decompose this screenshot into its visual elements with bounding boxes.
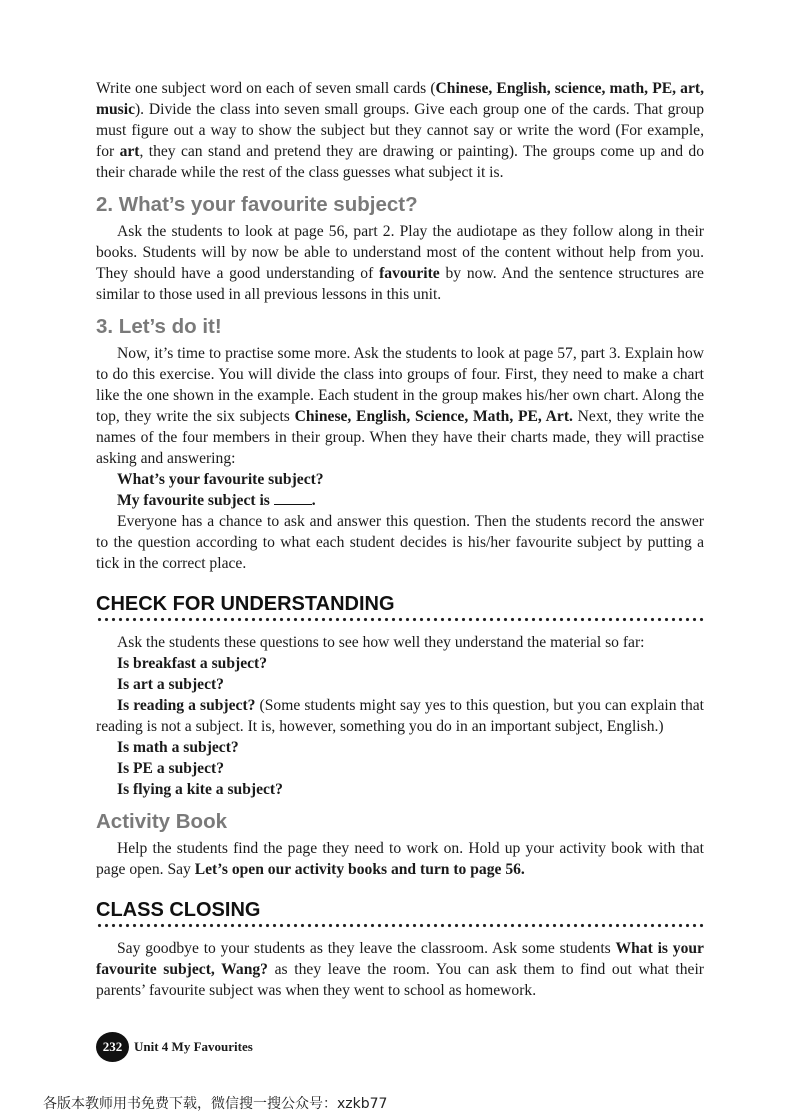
- section-3-heading: 3. Let’s do it!: [96, 315, 222, 338]
- check-question: Is PE a subject?: [117, 760, 224, 777]
- intro-paragraph: Write one subject word on each of seven small cards (Chinese, English, science, math, PE, art, music). Divide the class into seven small groups. Give each group one of the cards. That group must figure out a way to show the subject but they cannot say or write the word (For example, for art, they can stand and pretend they are drawing or painting). The groups come up and do their charade while the rest of the class guesses what subject it is.: [96, 80, 704, 181]
- check-question-note: Is reading a subject? (Some students might say yes to this question, but you can explain that reading is not a subject. It is, however, something you do in an important subject, English.): [96, 697, 704, 735]
- check-question: Is breakfast a subject?: [117, 655, 268, 672]
- page-content: [96, 78, 704, 1001]
- dialogue-answer: My favourite subject is .: [117, 492, 316, 509]
- check-intro: Ask the students these questions to see how well they understand the material so far:: [117, 634, 645, 651]
- page-footer: [96, 1032, 253, 1062]
- activity-book-heading: Activity Book: [96, 810, 227, 833]
- section-3-paragraph: Now, it’s time to practise some more. Ask the students to look at page 57, part 3. Explain how to do this exercise. You will divide the class into groups of four. First, they need to make a chart like the one shown in the example. Each student in the group makes his/her own chart. Along the top, they write the six subjects Chinese, English, Science, Math, PE, Art. Next, they write the names of the four members in their group. When they have their charts made, they will practise asking and answering:: [96, 345, 704, 467]
- class-closing-paragraph: Say goodbye to your students as they leave the classroom. Ask some students What is your favourite subject, Wang? as they leave the room. You can ask them to find out what their parents’ favourite subject was when they went to school as homework.: [96, 940, 704, 999]
- unit-title: Unit 4 My Favourites: [134, 1039, 253, 1054]
- check-heading: CHECK FOR UNDERSTANDING: [96, 592, 704, 622]
- section-2-heading: 2. What’s your favourite subject?: [96, 193, 418, 216]
- dialogue-question: What’s your favourite subject?: [117, 471, 324, 488]
- download-note: 各版本教师用书免费下载，微信搜一搜公众号：xzkb77: [43, 1096, 388, 1112]
- answer-blank: [274, 490, 312, 505]
- check-question: Is art a subject?: [117, 676, 224, 693]
- class-closing-heading: CLASS CLOSING: [96, 898, 704, 928]
- activity-book-paragraph: Help the students find the page they need to work on. Hold up your activity book with that page open. Say Let’s open our activity books and turn to page 56.: [96, 840, 704, 878]
- section-3-paragraph-2: Everyone has a chance to ask and answer this question. Then the students record the answer to the question according to what each student decides is his/her favourite subject by putting a tick in the correct place.: [96, 513, 704, 572]
- page-number-badge: 232: [96, 1032, 129, 1062]
- section-2-paragraph: Ask the students to look at page 56, part 2. Play the audiotape as they follow along in their books. Students will by now be able to understand most of the content without help from you. They should have a good understanding of favourite by now. And the sentence structures are similar to those used in all previous lessons in this unit.: [96, 223, 704, 303]
- check-question: Is flying a kite a subject?: [117, 781, 283, 798]
- check-question: Is math a subject?: [117, 739, 239, 756]
